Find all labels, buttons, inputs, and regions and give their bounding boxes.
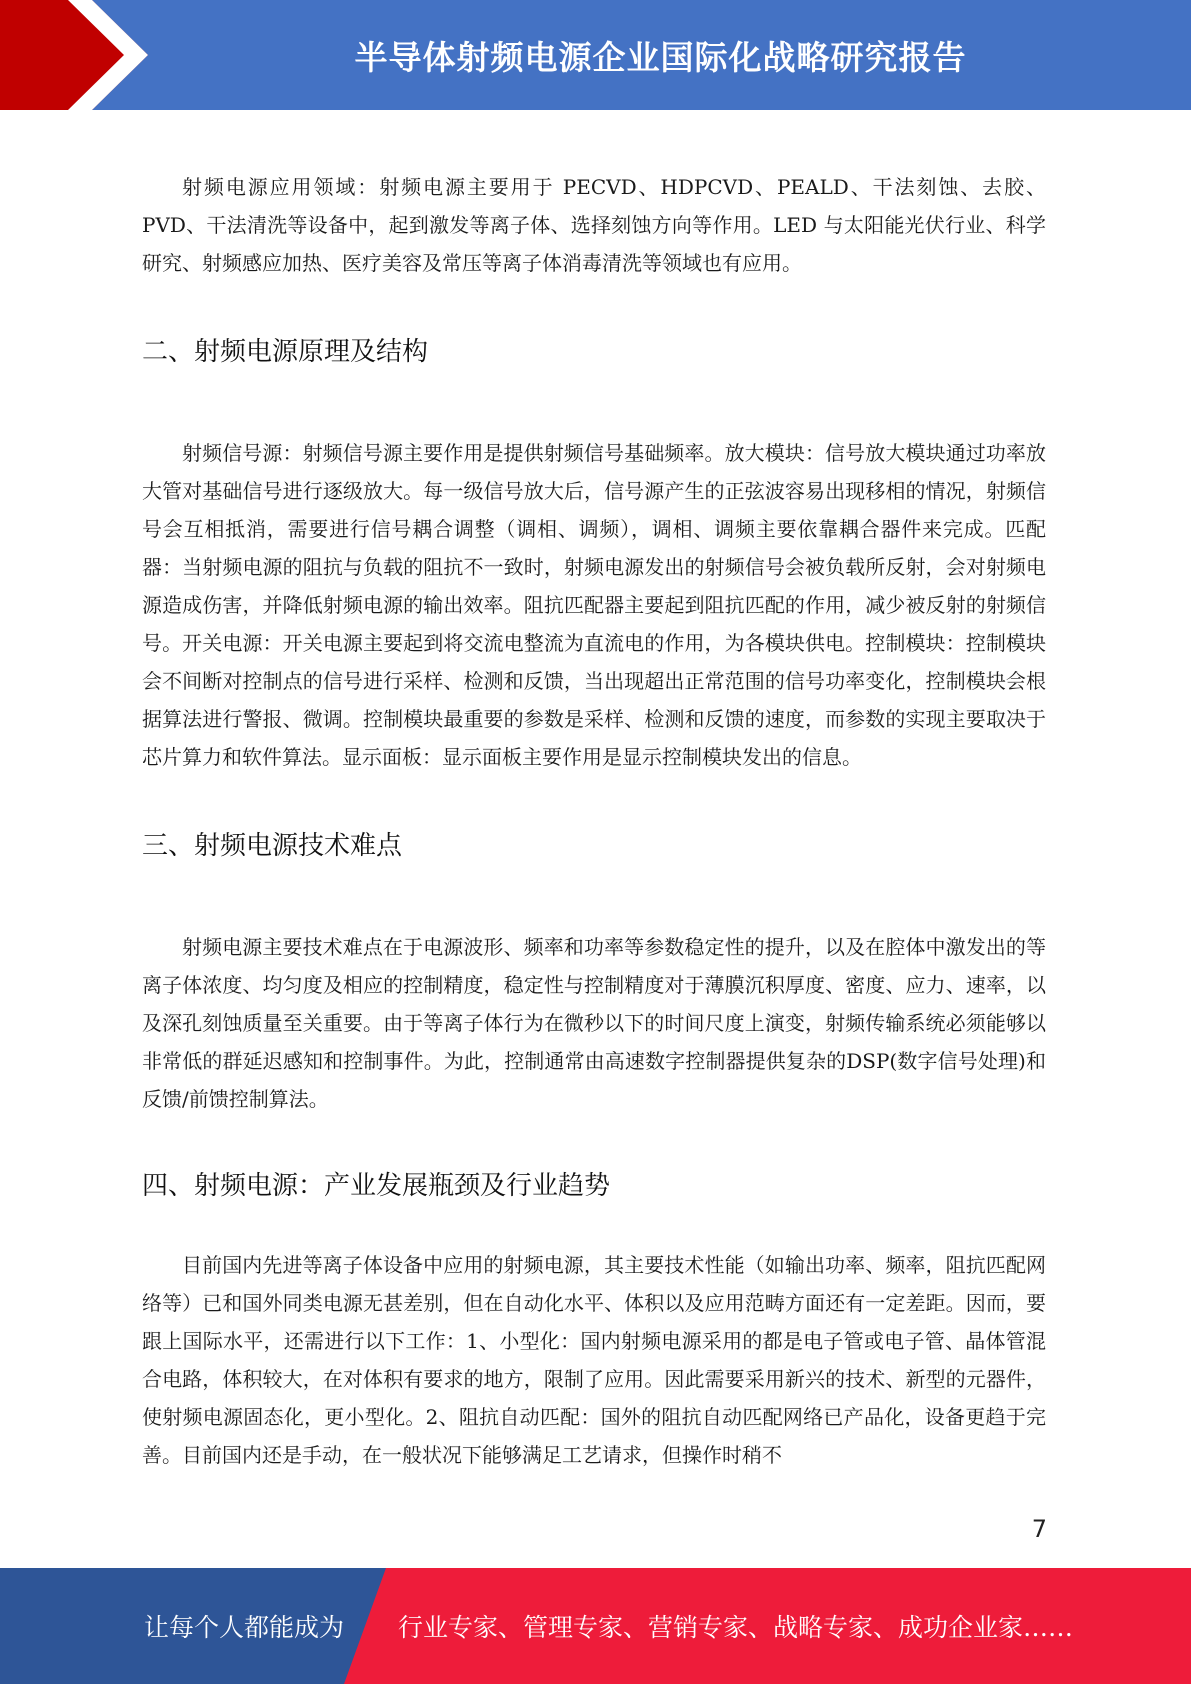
heading-principle-structure: 二、射频电源原理及结构 [142, 337, 429, 367]
document-title: 半导体射频电源企业国际化战略研究报告 [354, 37, 967, 77]
page-number: 7 [1031, 1515, 1047, 1543]
paragraph-application-fields: 射频电源应用领域：射频电源主要用于 PECVD、HDPCVD、PEALD、干法刻蚀、去胶、PVD、干法清洗等设备中，起到激发等离子体、选择刻蚀方向等作用。LED 与太阳能光伏行业、科学研究、射频感应加热、医疗美容及常压等离子体消毒清洗等领域也有应用。 [142, 175, 1046, 275]
heading-technical-difficulties: 三、射频电源技术难点 [142, 831, 403, 861]
paragraph-technical-difficulties: 射频电源主要技术难点在于电源波形、频率和功率等参数稳定性的提升，以及在腔体中激发出的等离子体浓度、均匀度及相应的控制精度，稳定性与控制精度对于薄膜沉积厚度、密度、应力、速率，以及深孔刻蚀质量至关重要。由于等离子体行为在微秒以下的时间尺度上演变，射频传输系统必须能够以非常低的群延迟感知和控制事件。为此，控制通常由高速数字控制器提供复杂的DSP(数字信号处理)和反馈/前馈控制算法。 [142, 935, 1046, 1111]
heading-industry-trends: 四、射频电源：产业发展瓶颈及行业趋势 [142, 1171, 611, 1201]
footer-slogan-left: 让每个人都能成为 [144, 1613, 345, 1642]
paragraph-principle-structure: 射频信号源：射频信号源主要作用是提供射频信号基础频率。放大模块：信号放大模块通过功率放大管对基础信号进行逐级放大。每一级信号放大后，信号源产生的正弦波容易出现移相的情况，射频信号会互相抵消，需要进行信号耦合调整（调相、调频），调相、调频主要依靠耦合器件来完成。匹配器：当射频电源的阻抗与负载的阻抗不一致时，射频电源发出的射频信号会被负载所反射，会对射频电源造成伤害，并降低射频电源的输出效率。阻抗匹配器主要起到阻抗匹配的作用，减少被反射的射频信号。开关电源：开关电源主要起到将交流电整流为直流电的作用，为各模块供电。控制模块：控制模块会不间断对控制点的信号进行采样、检测和反馈，当出现超出正常范围的信号功率变化，控制模块会根据算法进行警报、微调。控制模块最重要的参数是采样、检测和反馈的速度，而参数的实现主要取决于芯片算力和软件算法。显示面板：显示面板主要作用是显示控制模块发出的信息。 [142, 441, 1046, 769]
footer-band [0, 1568, 1191, 1684]
paragraph-industry-trends: 目前国内先进等离子体设备中应用的射频电源，其主要技术性能（如输出功率、频率，阻抗匹配网络等）已和国外同类电源无甚差别，但在自动化水平、体积以及应用范畴方面还有一定差距。因而，要跟上国际水平，还需进行以下工作：1、小型化：国内射频电源采用的都是电子管或电子管、晶体管混合电路，体积较大，在对体积有要求的地方，限制了应用。因此需要采用新兴的技术、新型的元器件，使射频电源固态化，更小型化。2、阻抗自动匹配：国外的阻抗自动匹配网络已产品化，设备更趋于完善。目前国内还是手动，在一般状况下能够满足工艺请求，但操作时稍不 [142, 1253, 1046, 1467]
header-band [0, 0, 1191, 110]
footer-slogan-right: 行业专家、管理专家、营销专家、战略专家、成功企业家…… [398, 1613, 1074, 1642]
report-body [142, 168, 1046, 1474]
header-arrow-decoration [0, 0, 160, 110]
